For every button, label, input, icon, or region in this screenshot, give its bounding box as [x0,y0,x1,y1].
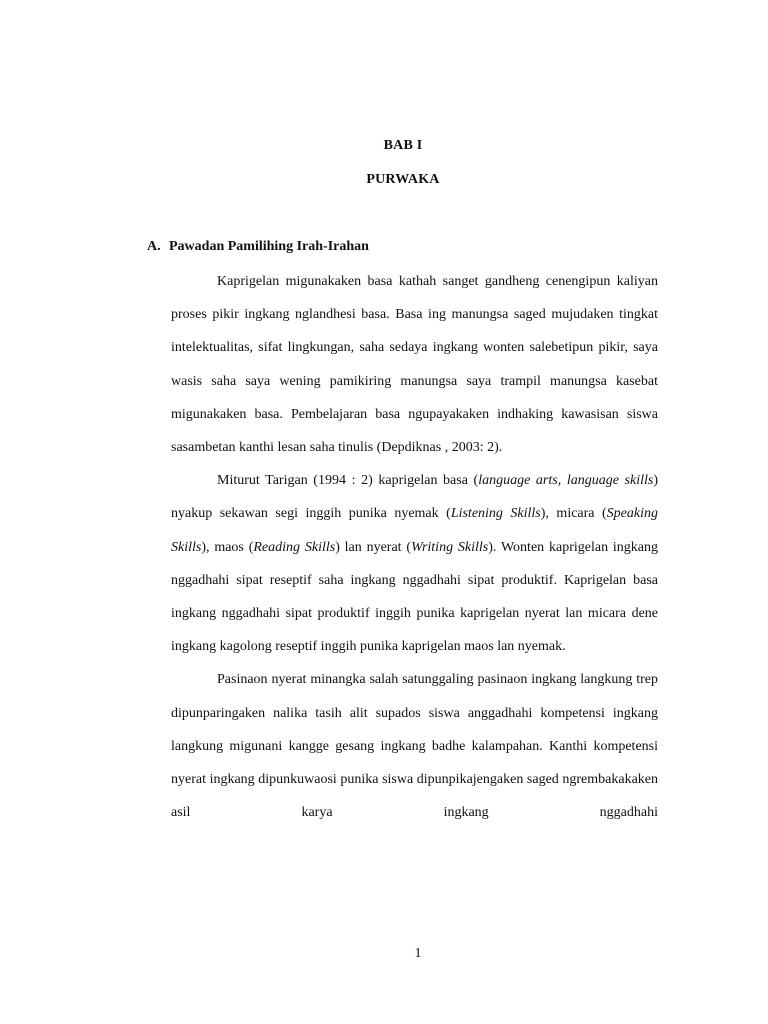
paragraph-2 [171,464,658,663]
paragraph-1: Kaprigelan migunakaken basa kathah sanget gandheng cenengipun kaliyan proses pikir ingkang nglandhesi basa. Basa ing manungsa saged mujudaken tingkat intelektualitas, sifat lingkungan, saha sedaya ingkang wonten salebetipun pikir, saya wasis saha saya wening pamikiring manungsa saya trampil manungsa kasebat migunakaken basa. Pembelajaran basa ngupayakaken indhaking kawasisan siswa sasambetan kanthi lesan saha tinulis (Depdiknas , 2003: 2). [171,274,658,456]
section-title: Pawadan Pamilihing Irah-Irahan [169,239,369,254]
p2-text-6: ). Wonten kaprigelan ingkang nggadhahi sipat reseptif saha ingkang nggadhahi sipat produktif. Kaprigelan basa ingkang nggadhahi sipat produktif inggih punika kaprigelan nyerat lan micara dene ingkang kagolong reseptif inggih punika kaprigelan maos lan nyemak. [171,539,658,655]
p2-italic-4: Reading Skills [253,539,336,555]
p2-text-5: ) lan nyerat ( [335,539,412,555]
p2-text-3: ), micara ( [540,506,607,522]
paragraph-3: Pasinaon nyerat minangka salah satunggaling pasinaon ingkang langkung trep dipunparingaken nalika tasih alit supados siswa anggadhahi kompetensi ingkang langkung migunani kangge gesang ingkang badhe kalampahan. Kanthi kompetensi nyerat ingkang dipunkuwaosi punika siswa dipunpikajengaken saged ngrembakakaken asil karya ingkang nggadhahi [171,672,658,821]
p2-text-4: ), maos ( [201,539,254,555]
chapter-number: BAB I [383,138,423,153]
chapter-title: PURWAKA [366,172,440,187]
p2-text-2: ) nyakup sekawan segi inggih punika nyemak ( [171,473,658,522]
section-letter: A. [147,239,161,254]
p2-italic-2: Listening Skills [450,506,541,522]
page-number: 1 [414,946,422,961]
section-heading [147,239,369,255]
p2-italic-3: Speaking Skills [171,506,658,555]
p2-text-1: Miturut Tarigan (1994 : 2) kaprigelan basa ( [217,473,479,489]
body-text [171,265,658,829]
p2-italic-1: language arts, language skills [478,473,654,489]
p2-italic-5: Writing Skills [411,539,489,555]
